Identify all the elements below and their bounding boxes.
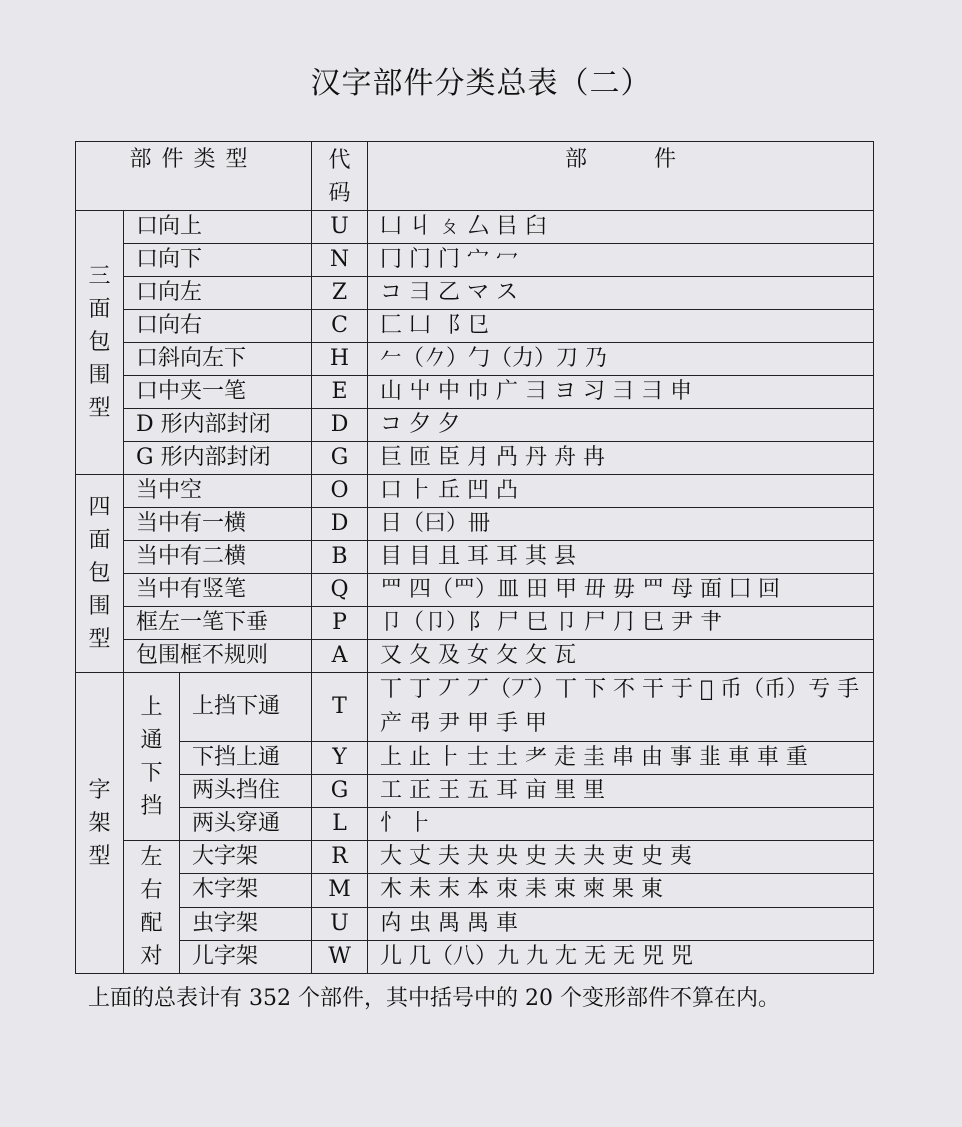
components-cell: 凵 丩 ㄆ 厶 㠯 臼 <box>368 211 874 244</box>
components-line: 丅 丁 丆 丆（丆）丅 下 不 干 于 𠀆 币（币）亐 手 <box>380 677 860 702</box>
table-row <box>76 376 874 409</box>
code-cell: B <box>312 541 368 574</box>
components-cell: 儿 几（八）九 九 尢 无 无 兕 兕 <box>368 940 874 973</box>
table-row <box>76 640 874 673</box>
header-code: 代码 <box>312 142 368 211</box>
components-cell: 上 止 ⺊ 士 土 耂 走 圭 串 由 事 韭 車 車 重 <box>368 742 874 775</box>
type-cell: 上挡下通 <box>180 673 312 742</box>
table-row <box>76 907 874 940</box>
code-cell: T <box>312 673 368 742</box>
type-cell: 口向上 <box>124 211 312 244</box>
code-cell: D <box>312 508 368 541</box>
footnote: 上面的总表计有 352 个部件，其中括号中的 20 个变形部件不算在内。 <box>88 986 780 1011</box>
type-cell: 大字架 <box>180 841 312 874</box>
type-cell: 框左一笔下垂 <box>124 607 312 640</box>
type-cell: 木字架 <box>180 874 312 907</box>
type-cell: 儿字架 <box>180 940 312 973</box>
components-cell: 日（曰）冊 <box>368 508 874 541</box>
component-table <box>75 141 874 974</box>
table-row <box>76 343 874 376</box>
group-label: 三面包围型 <box>76 211 124 475</box>
type-cell: 当中空 <box>124 475 312 508</box>
type-cell: 当中有竖笔 <box>124 574 312 607</box>
code-cell: P <box>312 607 368 640</box>
components-cell: 木 未 末 本 朿 耒 束 柬 果 東 <box>368 874 874 907</box>
code-cell: M <box>312 874 368 907</box>
table-row <box>76 574 874 607</box>
type-cell: 两头穿通 <box>180 808 312 841</box>
table-row <box>76 310 874 343</box>
type-cell: 下挡上通 <box>180 742 312 775</box>
components-cell: 山 屮 中 巾 广 彐 ヨ 习 ⺕ ⺕ 申 <box>368 376 874 409</box>
type-cell: 当中有二横 <box>124 541 312 574</box>
table-row <box>76 442 874 475</box>
table-row <box>76 808 874 841</box>
components-cell: 罒 四（罒）皿 田 甲 毌 毋 罒 母 面 囗 回 <box>368 574 874 607</box>
code-cell: N <box>312 244 368 277</box>
table-row <box>76 742 874 775</box>
components-cell: 𠂉（𠂊）勹（力）刀 乃 <box>368 343 874 376</box>
code-cell: Y <box>312 742 368 775</box>
components-cell: 冂 门 门 宀 冖 <box>368 244 874 277</box>
code-cell: G <box>312 775 368 808</box>
code-cell: L <box>312 808 368 841</box>
table-row <box>76 775 874 808</box>
header-type: 部件类型 <box>76 142 312 211</box>
components-cell: 禸 虫 禺 禺 車 <box>368 907 874 940</box>
table-row <box>76 541 874 574</box>
code-cell: H <box>312 343 368 376</box>
group-label: 字架型 <box>76 673 124 974</box>
type-cell: 口向下 <box>124 244 312 277</box>
header-components: 部 件 <box>368 142 874 211</box>
group-label: 四面包围型 <box>76 475 124 673</box>
components-cell: コ 夕 夕 <box>368 409 874 442</box>
header-row <box>76 142 874 211</box>
components-cell: 口 ⺊ 丘 凹 凸 <box>368 475 874 508</box>
components-cell: コ ⺕ 乙 マ ス <box>368 277 874 310</box>
subgroup-label: 左右配对 <box>124 841 180 974</box>
components-cell: 又 夂 及 女 攵 攵 瓦 <box>368 640 874 673</box>
table-row <box>76 475 874 508</box>
code-cell: A <box>312 640 368 673</box>
type-cell: 口中夹一笔 <box>124 376 312 409</box>
components-cell <box>368 673 874 742</box>
components-cell: 大 丈 夫 夬 央 史 夫 夬 吏 史 夷 <box>368 841 874 874</box>
table-row <box>76 244 874 277</box>
subgroup-label: 上通下挡 <box>124 673 180 841</box>
table-row <box>76 277 874 310</box>
components-cell: 巨 匝 臣 月 冎 丹 舟 冉 <box>368 442 874 475</box>
table-row <box>76 673 874 742</box>
type-cell: 虫字架 <box>180 907 312 940</box>
table-row <box>76 409 874 442</box>
code-cell: Q <box>312 574 368 607</box>
components-cell: 匚 ⼐ ⻏ 㔾 <box>368 310 874 343</box>
code-cell: E <box>312 376 368 409</box>
code-cell: U <box>312 907 368 940</box>
components-line: 产 弔 尹 甲 手 甲 <box>380 711 547 736</box>
type-cell: 两头挡住 <box>180 775 312 808</box>
code-cell: R <box>312 841 368 874</box>
type-cell: G 形内部封闭 <box>124 442 312 475</box>
table-row <box>76 211 874 244</box>
code-cell: G <box>312 442 368 475</box>
code-cell: O <box>312 475 368 508</box>
type-cell: 口向左 <box>124 277 312 310</box>
components-cell: 目 目 且 耳 耳 其 县 <box>368 541 874 574</box>
table-row <box>76 607 874 640</box>
type-cell: 口斜向左下 <box>124 343 312 376</box>
type-cell: 当中有一横 <box>124 508 312 541</box>
code-cell: W <box>312 940 368 973</box>
table-row <box>76 841 874 874</box>
table-row <box>76 874 874 907</box>
components-cell: 忄 ⺊ <box>368 808 874 841</box>
components-cell: 工 正 王 五 耳 亩 里 里 <box>368 775 874 808</box>
code-cell: U <box>312 211 368 244</box>
code-cell: Z <box>312 277 368 310</box>
components-cell: 卩（卩）阝 尸 巳 卩 尸 ⺆ 巳 尹 ⺺ <box>368 607 874 640</box>
code-cell: D <box>312 409 368 442</box>
table-row <box>76 508 874 541</box>
code-cell: C <box>312 310 368 343</box>
type-cell: 包围框不规则 <box>124 640 312 673</box>
type-cell: 口向右 <box>124 310 312 343</box>
table-row <box>76 940 874 973</box>
type-cell: D 形内部封闭 <box>124 409 312 442</box>
page-title: 汉字部件分类总表（二） <box>310 66 652 101</box>
